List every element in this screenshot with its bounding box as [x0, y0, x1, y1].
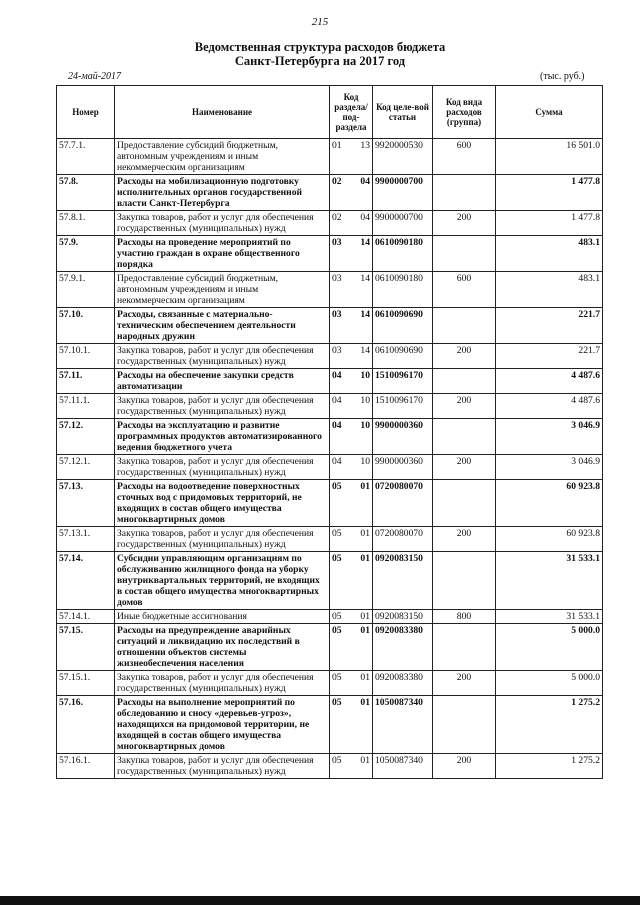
row-name: Расходы на проведение мероприятий по участию граждан в охране общественного порядка	[115, 236, 330, 272]
table-row	[57, 696, 603, 754]
row-number: 57.12.1.	[57, 455, 115, 480]
row-name: Закупка товаров, работ и услуг для обеспечения государственных (муниципальных) нужд	[115, 211, 330, 236]
row-name: Закупка товаров, работ и услуг для обеспечения государственных (муниципальных) нужд	[115, 455, 330, 480]
row-article: 9900000700	[373, 175, 433, 211]
row-number: 57.9.	[57, 236, 115, 272]
row-sum: 5 000.0	[496, 671, 603, 696]
row-section	[330, 527, 373, 552]
row-section-code: 04	[332, 420, 342, 431]
table-row	[57, 211, 603, 236]
row-sum: 3 046.9	[496, 455, 603, 480]
table-row	[57, 455, 603, 480]
row-section	[330, 754, 373, 779]
row-sum: 4 487.6	[496, 369, 603, 394]
row-section	[330, 552, 373, 610]
title-line-1: Ведомственная структура расходов бюджета	[194, 40, 446, 54]
header-sum: Сумма	[496, 86, 603, 139]
row-name: Расходы на предупреждение аварийных ситуаций и ликвидацию их последствий в отношении объектов системы жизнеобеспечения населения	[115, 624, 330, 671]
table-row	[57, 175, 603, 211]
page-number: 215	[311, 16, 329, 28]
row-section	[330, 419, 373, 455]
row-number: 57.13.1.	[57, 527, 115, 552]
row-article: 0610090690	[373, 344, 433, 369]
row-section	[330, 308, 373, 344]
row-number: 57.12.	[57, 419, 115, 455]
table-row	[57, 480, 603, 527]
row-name: Расходы на эксплуатацию и развитие программных продуктов автоматизированного ведения бюджетного учета	[115, 419, 330, 455]
row-article: 0610090690	[373, 308, 433, 344]
row-section-code: 02	[332, 176, 342, 187]
row-subsection-code: 04	[360, 212, 370, 223]
row-section-code: 01	[332, 140, 342, 151]
row-article: 0920083380	[373, 624, 433, 671]
row-section	[330, 236, 373, 272]
row-section	[330, 610, 373, 624]
row-section-code: 05	[332, 625, 342, 636]
row-subsection-code: 01	[360, 553, 370, 564]
row-number: 57.11.	[57, 369, 115, 394]
row-number: 57.14.1.	[57, 610, 115, 624]
table-row	[57, 308, 603, 344]
row-section	[330, 624, 373, 671]
row-name: Предоставление субсидий бюджетным, автономным учреждениям и иным некоммерческим организациям	[115, 272, 330, 308]
row-subsection-code: 10	[360, 420, 370, 431]
row-subsection-code: 01	[360, 481, 370, 492]
row-name: Расходы на водоотведение поверхностных сточных вод с придомовых территорий, не входящих в состав общего имущества многоквартирных домов	[115, 480, 330, 527]
row-article: 9900000360	[373, 455, 433, 480]
header-article: Код целе-вой статьи	[373, 86, 433, 139]
row-article: 0920083150	[373, 610, 433, 624]
budget-table	[56, 85, 603, 779]
row-expense-type	[433, 419, 496, 455]
row-sum: 483.1	[496, 236, 603, 272]
row-section-code: 04	[332, 370, 342, 381]
row-sum: 1 275.2	[496, 696, 603, 754]
row-subsection-code: 01	[360, 611, 370, 622]
row-sum: 60 923.8	[496, 527, 603, 552]
row-article: 0720080070	[373, 480, 433, 527]
row-section	[330, 394, 373, 419]
row-number: 57.16.	[57, 696, 115, 754]
row-article: 0720080070	[373, 527, 433, 552]
row-number: 57.13.	[57, 480, 115, 527]
row-section-code: 03	[332, 237, 342, 248]
row-name: Расходы на обеспечение закупки средств автоматизации	[115, 369, 330, 394]
row-number: 57.8.	[57, 175, 115, 211]
table-row	[57, 419, 603, 455]
table-row	[57, 527, 603, 552]
row-subsection-code: 10	[360, 395, 370, 406]
row-expense-type	[433, 624, 496, 671]
row-article: 1050087340	[373, 696, 433, 754]
row-section-code: 03	[332, 273, 342, 284]
row-number: 57.10.	[57, 308, 115, 344]
row-expense-type	[433, 696, 496, 754]
row-section-code: 03	[332, 345, 342, 356]
row-section-code: 05	[332, 611, 342, 622]
row-expense-type: 800	[433, 610, 496, 624]
row-expense-type	[433, 552, 496, 610]
row-subsection-code: 01	[360, 755, 370, 766]
row-expense-type	[433, 480, 496, 527]
row-subsection-code: 01	[360, 672, 370, 683]
row-expense-type	[433, 308, 496, 344]
row-number: 57.15.1.	[57, 671, 115, 696]
row-subsection-code: 10	[360, 456, 370, 467]
row-sum: 31 533.1	[496, 552, 603, 610]
row-subsection-code: 13	[360, 140, 370, 151]
row-expense-type	[433, 369, 496, 394]
row-section-code: 05	[332, 697, 342, 708]
table-row	[57, 369, 603, 394]
row-article: 9920000530	[373, 139, 433, 175]
row-expense-type: 200	[433, 211, 496, 236]
row-number: 57.14.	[57, 552, 115, 610]
table-row	[57, 272, 603, 308]
row-article: 0610090180	[373, 236, 433, 272]
table-row	[57, 236, 603, 272]
row-sum: 1 477.8	[496, 211, 603, 236]
row-subsection-code: 01	[360, 697, 370, 708]
row-number: 57.9.1.	[57, 272, 115, 308]
row-subsection-code: 14	[360, 237, 370, 248]
row-sum: 60 923.8	[496, 480, 603, 527]
header-expense-type: Код вида расходов (группа)	[433, 86, 496, 139]
row-subsection-code: 01	[360, 528, 370, 539]
row-name: Расходы на выполнение мероприятий по обследованию и сносу «деревьев-угроз», находящихся на придомовой территории, не входящей в состав общего имущества многоквартирных домов	[115, 696, 330, 754]
header-number: Номер	[57, 86, 115, 139]
row-section	[330, 211, 373, 236]
table-header-row	[57, 86, 603, 139]
header-name: Наименование	[115, 86, 330, 139]
row-section-code: 04	[332, 395, 342, 406]
row-section-code: 05	[332, 481, 342, 492]
row-name: Субсидии управляющим организациям по обслуживанию жилищного фонда на уборку внутриквартальных территорий, не входящих в состав общего имущества многоквартирных домов	[115, 552, 330, 610]
row-name: Закупка товаров, работ и услуг для обеспечения государственных (муниципальных) нужд	[115, 754, 330, 779]
row-sum: 16 501.0	[496, 139, 603, 175]
row-section-code: 03	[332, 309, 342, 320]
row-expense-type	[433, 236, 496, 272]
row-section-code: 05	[332, 755, 342, 766]
row-section	[330, 369, 373, 394]
row-section-code: 02	[332, 212, 342, 223]
row-section-code: 05	[332, 528, 342, 539]
row-expense-type: 200	[433, 754, 496, 779]
table-row	[57, 139, 603, 175]
row-section	[330, 480, 373, 527]
row-sum: 1 275.2	[496, 754, 603, 779]
row-expense-type: 200	[433, 394, 496, 419]
row-sum: 4 487.6	[496, 394, 603, 419]
header-section: Код раздела/ под-раздела	[330, 86, 373, 139]
row-expense-type: 200	[433, 455, 496, 480]
table-row	[57, 394, 603, 419]
row-number: 57.8.1.	[57, 211, 115, 236]
row-sum: 1 477.8	[496, 175, 603, 211]
row-number: 57.7.1.	[57, 139, 115, 175]
row-article: 9900000360	[373, 419, 433, 455]
row-article: 0920083150	[373, 552, 433, 610]
row-section	[330, 455, 373, 480]
row-number: 57.11.1.	[57, 394, 115, 419]
row-subsection-code: 10	[360, 370, 370, 381]
document-title	[0, 40, 640, 68]
row-sum: 221.7	[496, 308, 603, 344]
table-row	[57, 344, 603, 369]
row-name: Закупка товаров, работ и услуг для обеспечения государственных (муниципальных) нужд	[115, 527, 330, 552]
row-name: Закупка товаров, работ и услуг для обеспечения государственных (муниципальных) нужд	[115, 671, 330, 696]
row-expense-type: 200	[433, 344, 496, 369]
row-section	[330, 696, 373, 754]
table-row	[57, 610, 603, 624]
table-row	[57, 552, 603, 610]
scan-bottom-border	[0, 896, 640, 905]
table-row	[57, 754, 603, 779]
title-line-2: Санкт-Петербурга на 2017 год	[234, 54, 406, 68]
row-section	[330, 344, 373, 369]
row-expense-type	[433, 175, 496, 211]
row-expense-type: 600	[433, 139, 496, 175]
row-section	[330, 272, 373, 308]
row-subsection-code: 14	[360, 345, 370, 356]
row-expense-type: 200	[433, 671, 496, 696]
row-name: Закупка товаров, работ и услуг для обеспечения государственных (муниципальных) нужд	[115, 344, 330, 369]
row-article: 0610090180	[373, 272, 433, 308]
row-number: 57.15.	[57, 624, 115, 671]
row-subsection-code: 14	[360, 309, 370, 320]
row-name: Иные бюджетные ассигнования	[115, 610, 330, 624]
table-row	[57, 671, 603, 696]
row-article: 1510096170	[373, 369, 433, 394]
row-section	[330, 139, 373, 175]
row-subsection-code: 01	[360, 625, 370, 636]
row-sum: 3 046.9	[496, 419, 603, 455]
row-name: Предоставление субсидий бюджетным, автономным учреждениям и иным некоммерческим организациям	[115, 139, 330, 175]
row-section-code: 05	[332, 553, 342, 564]
row-article: 1510096170	[373, 394, 433, 419]
row-section	[330, 175, 373, 211]
row-number: 57.10.1.	[57, 344, 115, 369]
row-expense-type: 200	[433, 527, 496, 552]
row-expense-type: 600	[433, 272, 496, 308]
row-subsection-code: 14	[360, 273, 370, 284]
row-section-code: 05	[332, 672, 342, 683]
unit-label: (тыс. руб.)	[540, 71, 585, 82]
row-sum: 221.7	[496, 344, 603, 369]
row-sum: 31 533.1	[496, 610, 603, 624]
row-name: Расходы, связанные с материально-техническим обеспечением деятельности народных дружин	[115, 308, 330, 344]
row-article: 0920083380	[373, 671, 433, 696]
row-name: Расходы на мобилизационную подготовку исполнительных органов государственной власти Санкт-Петербурга	[115, 175, 330, 211]
row-section-code: 04	[332, 456, 342, 467]
row-sum: 483.1	[496, 272, 603, 308]
row-sum: 5 000.0	[496, 624, 603, 671]
row-article: 1050087340	[373, 754, 433, 779]
row-article: 9900000700	[373, 211, 433, 236]
row-section	[330, 671, 373, 696]
row-subsection-code: 04	[360, 176, 370, 187]
row-number: 57.16.1.	[57, 754, 115, 779]
document-date: 24-май-2017	[68, 71, 122, 82]
table-row	[57, 624, 603, 671]
row-name: Закупка товаров, работ и услуг для обеспечения государственных (муниципальных) нужд	[115, 394, 330, 419]
